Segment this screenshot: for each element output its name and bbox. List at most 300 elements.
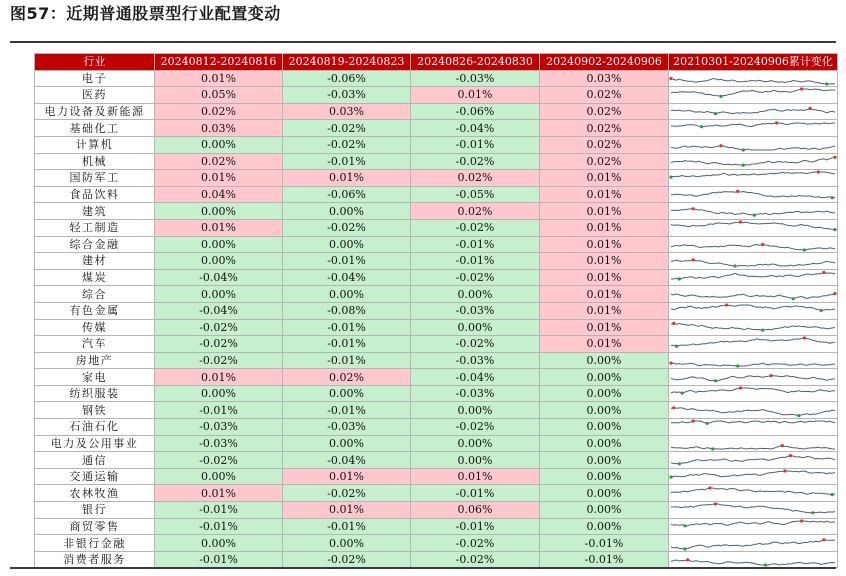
- table-row: [35, 352, 838, 369]
- sparkline-path: [671, 408, 835, 416]
- weekly-change-cell: 0.00%: [155, 286, 283, 303]
- weekly-change-cell: 0.00%: [155, 253, 283, 270]
- weekly-change-cell: 0.00%: [540, 385, 669, 402]
- cumulative-trend-sparkline: [669, 468, 838, 485]
- weekly-change-cell: 0.00%: [155, 203, 283, 220]
- sparkline-min-marker: [714, 112, 717, 115]
- title-divider: [10, 41, 836, 43]
- sparkline-svg: [669, 486, 837, 501]
- weekly-change-cell: 0.05%: [155, 87, 283, 104]
- sparkline-min-marker: [742, 149, 745, 152]
- sparkline-svg: [669, 137, 837, 152]
- industry-name: 家电: [35, 369, 155, 386]
- sparkline-path: [671, 488, 835, 495]
- sparkline-min-marker: [711, 447, 714, 450]
- weekly-change-cell: 0.02%: [283, 369, 411, 386]
- sparkline-max-marker: [692, 420, 695, 423]
- sparkline-path: [671, 363, 835, 366]
- sparkline-min-marker: [761, 328, 764, 331]
- header-industry: 行业: [35, 54, 155, 71]
- sparkline-min-marker: [831, 493, 834, 496]
- weekly-change-cell: -0.02%: [283, 120, 411, 137]
- sparkline-min-marker: [675, 345, 678, 348]
- sparkline-max-marker: [781, 444, 784, 447]
- sparkline-path: [671, 293, 835, 298]
- sparkline-min-marker: [797, 414, 800, 417]
- weekly-change-cell: 0.02%: [540, 120, 669, 137]
- weekly-change-cell: -0.02%: [411, 269, 540, 286]
- weekly-change-cell: -0.04%: [155, 269, 283, 286]
- weekly-change-cell: 0.02%: [540, 136, 669, 153]
- sparkline-svg: [669, 71, 837, 86]
- industry-name: 通信: [35, 452, 155, 469]
- sparkline-svg: [669, 353, 837, 368]
- industry-name: 有色金属: [35, 302, 155, 319]
- sparkline-path: [671, 191, 835, 197]
- sparkline-max-marker: [800, 88, 803, 91]
- header-cumulative-change: 20210301-20240906累计变化: [669, 54, 838, 71]
- cumulative-trend-sparkline: [669, 369, 838, 386]
- weekly-change-cell: 0.00%: [155, 236, 283, 253]
- sparkline-min-marker: [742, 163, 745, 166]
- weekly-change-cell: -0.01%: [155, 502, 283, 519]
- table-row: [35, 87, 838, 104]
- sparkline-path: [671, 375, 835, 380]
- table-row: [35, 468, 838, 485]
- table-row: [35, 203, 838, 220]
- cumulative-trend-sparkline: [669, 269, 838, 286]
- weekly-change-cell: 0.00%: [540, 518, 669, 535]
- weekly-change-cell: -0.06%: [283, 186, 411, 203]
- cumulative-trend-sparkline: [669, 551, 838, 568]
- sparkline-max-marker: [669, 77, 672, 80]
- cumulative-trend-sparkline: [669, 120, 838, 137]
- table-row: [35, 103, 838, 120]
- weekly-change-cell: 0.01%: [540, 203, 669, 220]
- weekly-change-cell: -0.01%: [283, 352, 411, 369]
- sparkline-min-marker: [736, 364, 739, 367]
- sparkline-svg: [669, 370, 837, 385]
- sparkline-svg: [669, 104, 837, 119]
- industry-name: 纺织服装: [35, 385, 155, 402]
- weekly-change-cell: -0.01%: [283, 518, 411, 535]
- weekly-change-cell: 0.00%: [540, 369, 669, 386]
- cumulative-trend-sparkline: [669, 286, 838, 303]
- sparkline-path: [671, 146, 835, 150]
- table-row: [35, 253, 838, 270]
- figure-title: 图57：近期普通股票型行业配置变动: [10, 4, 281, 23]
- weekly-change-cell: 0.01%: [155, 219, 283, 236]
- sparkline-min-marker: [803, 248, 806, 251]
- sparkline-min-marker: [678, 277, 681, 280]
- weekly-change-cell: -0.02%: [411, 419, 540, 436]
- weekly-change-cell: 0.01%: [155, 70, 283, 87]
- table-row: [35, 385, 838, 402]
- weekly-change-cell: -0.01%: [411, 136, 540, 153]
- sparkline-svg: [669, 220, 837, 235]
- table-row: [35, 551, 838, 568]
- weekly-change-cell: -0.03%: [283, 419, 411, 436]
- weekly-change-cell: 0.00%: [540, 468, 669, 485]
- weekly-change-cell: 0.01%: [540, 219, 669, 236]
- sparkline-svg: [669, 436, 837, 451]
- sparkline-max-marker: [770, 374, 773, 377]
- weekly-change-cell: 0.00%: [411, 452, 540, 469]
- weekly-change-cell: 0.01%: [540, 236, 669, 253]
- sparkline-svg: [669, 270, 837, 285]
- weekly-change-cell: 0.00%: [540, 402, 669, 419]
- table-row: [35, 153, 838, 170]
- weekly-change-cell: 0.00%: [283, 236, 411, 253]
- sparkline-path: [671, 338, 835, 346]
- weekly-change-cell: -0.04%: [411, 120, 540, 137]
- table-row: [35, 435, 838, 452]
- weekly-change-cell: 0.04%: [155, 186, 283, 203]
- table-row: [35, 236, 838, 253]
- table-row: [35, 186, 838, 203]
- weekly-change-cell: 0.01%: [155, 369, 283, 386]
- cumulative-trend-sparkline: [669, 302, 838, 319]
- sparkline-min-marker: [733, 265, 736, 268]
- weekly-change-cell: -0.02%: [283, 136, 411, 153]
- sparkline-max-marker: [714, 503, 717, 506]
- weekly-change-cell: -0.03%: [155, 419, 283, 436]
- cumulative-trend-sparkline: [669, 70, 838, 87]
- industry-name: 电力及公用事业: [35, 435, 155, 452]
- sparkline-svg: [669, 469, 837, 484]
- industry-name: 建材: [35, 253, 155, 270]
- weekly-change-cell: -0.02%: [411, 551, 540, 568]
- weekly-change-cell: 0.00%: [283, 535, 411, 552]
- industry-name: 钢铁: [35, 402, 155, 419]
- sparkline-path: [671, 504, 835, 513]
- sparkline-svg: [669, 303, 837, 318]
- sparkline-max-marker: [739, 387, 742, 390]
- weekly-change-cell: 0.00%: [411, 286, 540, 303]
- industry-name: 汽车: [35, 336, 155, 353]
- weekly-change-cell: 0.01%: [283, 502, 411, 519]
- sparkline-path: [671, 305, 835, 311]
- weekly-change-cell: 0.01%: [540, 269, 669, 286]
- weekly-change-cell: 0.01%: [540, 319, 669, 336]
- weekly-change-cell: -0.02%: [155, 352, 283, 369]
- table-row: [35, 319, 838, 336]
- sparkline-max-marker: [800, 519, 803, 522]
- industry-name: 非银行金融: [35, 535, 155, 552]
- sparkline-svg: [669, 320, 837, 335]
- cumulative-trend-sparkline: [669, 385, 838, 402]
- weekly-change-cell: 0.00%: [155, 535, 283, 552]
- sparkline-svg: [669, 519, 837, 534]
- weekly-change-cell: 0.01%: [540, 302, 669, 319]
- sparkline-min-marker: [753, 213, 756, 216]
- sparkline-svg: [669, 170, 837, 185]
- weekly-change-cell: 0.02%: [155, 103, 283, 120]
- weekly-change-cell: -0.01%: [411, 236, 540, 253]
- sparkline-path: [671, 388, 835, 393]
- sparkline-path: [671, 123, 835, 127]
- cumulative-trend-sparkline: [669, 336, 838, 353]
- header-week-1: 20240812-20240816: [155, 54, 283, 71]
- cumulative-trend-sparkline: [669, 535, 838, 552]
- table-row: [35, 518, 838, 535]
- cumulative-trend-sparkline: [669, 402, 838, 419]
- weekly-change-cell: -0.01%: [283, 153, 411, 170]
- sparkline-min-marker: [792, 297, 795, 300]
- weekly-change-cell: -0.03%: [283, 87, 411, 104]
- weekly-change-cell: 0.02%: [155, 153, 283, 170]
- industry-name: 房地产: [35, 352, 155, 369]
- sparkline-max-marker: [692, 207, 695, 210]
- sparkline-max-marker: [686, 558, 689, 561]
- industry-name: 综合: [35, 286, 155, 303]
- weekly-change-cell: -0.01%: [283, 253, 411, 270]
- sparkline-svg: [669, 287, 837, 302]
- cumulative-trend-sparkline: [669, 502, 838, 519]
- weekly-change-cell: 0.00%: [540, 502, 669, 519]
- sparkline-path: [671, 446, 835, 449]
- weekly-change-cell: -0.01%: [155, 402, 283, 419]
- sparkline-svg: [669, 336, 837, 351]
- weekly-change-cell: -0.01%: [283, 336, 411, 353]
- industry-allocation-table: [34, 53, 838, 568]
- table-row: [35, 402, 838, 419]
- weekly-change-cell: -0.05%: [411, 186, 540, 203]
- weekly-change-cell: -0.06%: [283, 70, 411, 87]
- sparkline-max-marker: [672, 406, 675, 409]
- sparkline-svg: [669, 502, 837, 517]
- sparkline-path: [671, 244, 835, 250]
- industry-name: 计算机: [35, 136, 155, 153]
- weekly-change-cell: -0.04%: [155, 302, 283, 319]
- weekly-change-cell: -0.02%: [283, 551, 411, 568]
- weekly-change-cell: 0.03%: [540, 70, 669, 87]
- weekly-change-cell: 0.01%: [283, 468, 411, 485]
- weekly-change-cell: 0.01%: [540, 186, 669, 203]
- weekly-change-cell: -0.03%: [411, 385, 540, 402]
- sparkline-max-marker: [803, 337, 806, 340]
- sparkline-max-marker: [833, 155, 836, 158]
- sparkline-path: [671, 157, 835, 165]
- weekly-change-cell: -0.01%: [155, 551, 283, 568]
- weekly-change-cell: -0.01%: [540, 551, 669, 568]
- sparkline-max-marker: [736, 190, 739, 193]
- cumulative-trend-sparkline: [669, 136, 838, 153]
- sparkline-path: [671, 471, 835, 477]
- sparkline-svg: [669, 237, 837, 252]
- weekly-change-cell: -0.01%: [155, 518, 283, 535]
- weekly-change-cell: 0.00%: [155, 385, 283, 402]
- cumulative-trend-sparkline: [669, 319, 838, 336]
- sparkline-svg: [669, 253, 837, 268]
- table-row: [35, 170, 838, 187]
- weekly-change-cell: 0.03%: [283, 103, 411, 120]
- sparkline-min-marker: [700, 125, 703, 128]
- weekly-change-cell: 0.00%: [540, 435, 669, 452]
- weekly-change-cell: -0.01%: [411, 485, 540, 502]
- sparkline-min-marker: [669, 176, 672, 179]
- table-row: [35, 136, 838, 153]
- sparkline-min-marker: [683, 524, 686, 527]
- weekly-change-cell: -0.02%: [283, 485, 411, 502]
- weekly-change-cell: 0.01%: [540, 286, 669, 303]
- weekly-change-cell: 0.00%: [155, 468, 283, 485]
- weekly-change-cell: -0.03%: [411, 302, 540, 319]
- sparkline-max-marker: [669, 361, 672, 364]
- sparkline-path: [671, 521, 835, 526]
- weekly-change-cell: 0.02%: [540, 103, 669, 120]
- industry-name: 基础化工: [35, 120, 155, 137]
- industry-name: 电子: [35, 70, 155, 87]
- cumulative-trend-sparkline: [669, 485, 838, 502]
- cumulative-trend-sparkline: [669, 518, 838, 535]
- sparkline-max-marker: [692, 259, 695, 262]
- weekly-change-cell: 0.01%: [411, 468, 540, 485]
- cumulative-trend-sparkline: [669, 87, 838, 104]
- sparkline-min-marker: [719, 95, 722, 98]
- sparkline-path: [671, 89, 835, 96]
- sparkline-path: [671, 560, 835, 565]
- sparkline-svg: [669, 154, 837, 169]
- weekly-change-cell: -0.01%: [540, 535, 669, 552]
- industry-name: 医药: [35, 87, 155, 104]
- sparkline-max-marker: [817, 171, 820, 174]
- sparkline-path: [671, 78, 835, 84]
- weekly-change-cell: -0.01%: [411, 253, 540, 270]
- weekly-change-cell: 0.00%: [540, 485, 669, 502]
- sparkline-svg: [669, 453, 837, 468]
- cumulative-trend-sparkline: [669, 236, 838, 253]
- sparkline-min-marker: [831, 196, 834, 199]
- weekly-change-cell: 0.01%: [411, 87, 540, 104]
- sparkline-max-marker: [761, 243, 764, 246]
- table-row: [35, 269, 838, 286]
- table-row: [35, 336, 838, 353]
- header-week-4: 20240902-20240906: [540, 54, 669, 71]
- industry-name: 轻工制造: [35, 219, 155, 236]
- table-row: [35, 485, 838, 502]
- sparkline-svg: [669, 204, 837, 219]
- weekly-change-cell: -0.02%: [411, 535, 540, 552]
- weekly-change-cell: 0.00%: [411, 435, 540, 452]
- weekly-change-cell: -0.08%: [283, 302, 411, 319]
- sparkline-svg: [669, 403, 837, 418]
- sparkline-max-marker: [719, 144, 722, 147]
- weekly-change-cell: -0.02%: [155, 319, 283, 336]
- weekly-change-cell: 0.00%: [283, 203, 411, 220]
- weekly-change-cell: -0.04%: [283, 269, 411, 286]
- industry-name: 消费者服务: [35, 551, 155, 568]
- sparkline-min-marker: [683, 547, 686, 550]
- industry-name: 综合金融: [35, 236, 155, 253]
- sparkline-path: [671, 208, 835, 214]
- weekly-change-cell: 0.02%: [540, 87, 669, 104]
- weekly-change-cell: -0.01%: [283, 402, 411, 419]
- table-row: [35, 219, 838, 236]
- cumulative-trend-sparkline: [669, 419, 838, 436]
- weekly-change-cell: -0.06%: [411, 103, 540, 120]
- weekly-change-cell: 0.01%: [540, 253, 669, 270]
- weekly-change-cell: -0.04%: [411, 369, 540, 386]
- sparkline-path: [671, 260, 835, 266]
- industry-name: 石油石化: [35, 419, 155, 436]
- weekly-change-cell: 0.01%: [155, 485, 283, 502]
- sparkline-max-marker: [775, 121, 778, 124]
- sparkline-svg: [669, 419, 837, 434]
- table-row: [35, 419, 838, 436]
- weekly-change-cell: 0.00%: [411, 402, 540, 419]
- table-row: [35, 70, 838, 87]
- sparkline-path: [671, 273, 835, 280]
- industry-name: 机械: [35, 153, 155, 170]
- sparkline-max-marker: [783, 470, 786, 473]
- industry-name: 煤炭: [35, 269, 155, 286]
- sparkline-min-marker: [714, 379, 717, 382]
- weekly-change-cell: 0.00%: [283, 385, 411, 402]
- table-row: [35, 302, 838, 319]
- sparkline-min-marker: [706, 422, 709, 425]
- header-week-2: 20240819-20240823: [283, 54, 411, 71]
- sparkline-max-marker: [833, 292, 836, 295]
- weekly-change-cell: 0.02%: [411, 170, 540, 187]
- weekly-change-cell: 0.00%: [540, 352, 669, 369]
- table-body: [35, 70, 838, 568]
- sparkline-path: [671, 455, 835, 463]
- industry-name: 食品饮料: [35, 186, 155, 203]
- sparkline-svg: [669, 121, 837, 136]
- weekly-change-cell: -0.02%: [411, 153, 540, 170]
- industry-name: 电力设备及新能源: [35, 103, 155, 120]
- weekly-change-cell: -0.01%: [411, 518, 540, 535]
- industry-name: 商贸零售: [35, 518, 155, 535]
- weekly-change-cell: -0.02%: [283, 219, 411, 236]
- weekly-change-cell: 0.01%: [283, 170, 411, 187]
- weekly-change-cell: -0.04%: [283, 452, 411, 469]
- industry-name: 建筑: [35, 203, 155, 220]
- sparkline-path: [671, 323, 835, 330]
- sparkline-max-marker: [822, 538, 825, 541]
- cumulative-trend-sparkline: [669, 452, 838, 469]
- industry-name: 传媒: [35, 319, 155, 336]
- weekly-change-cell: -0.03%: [155, 435, 283, 452]
- sparkline-svg: [669, 87, 837, 102]
- weekly-change-cell: 0.06%: [411, 502, 540, 519]
- sparkline-max-marker: [672, 322, 675, 325]
- sparkline-max-marker: [789, 454, 792, 457]
- weekly-change-cell: 0.01%: [540, 336, 669, 353]
- cumulative-trend-sparkline: [669, 435, 838, 452]
- table-row: [35, 369, 838, 386]
- sparkline-path: [671, 172, 835, 177]
- sparkline-min-marker: [681, 392, 684, 395]
- table-header-row: [35, 54, 838, 71]
- cumulative-trend-sparkline: [669, 203, 838, 220]
- sparkline-min-marker: [669, 476, 672, 479]
- weekly-change-cell: 0.01%: [540, 170, 669, 187]
- cumulative-trend-sparkline: [669, 352, 838, 369]
- weekly-change-cell: 0.00%: [155, 136, 283, 153]
- table-row: [35, 502, 838, 519]
- cumulative-trend-sparkline: [669, 103, 838, 120]
- sparkline-svg: [669, 187, 837, 202]
- industry-name: 银行: [35, 502, 155, 519]
- cumulative-trend-sparkline: [669, 153, 838, 170]
- weekly-change-cell: 0.00%: [283, 435, 411, 452]
- sparkline-max-marker: [708, 486, 711, 489]
- industry-name: 国防军工: [35, 170, 155, 187]
- sparkline-max-marker: [808, 107, 811, 110]
- weekly-change-cell: 0.00%: [540, 419, 669, 436]
